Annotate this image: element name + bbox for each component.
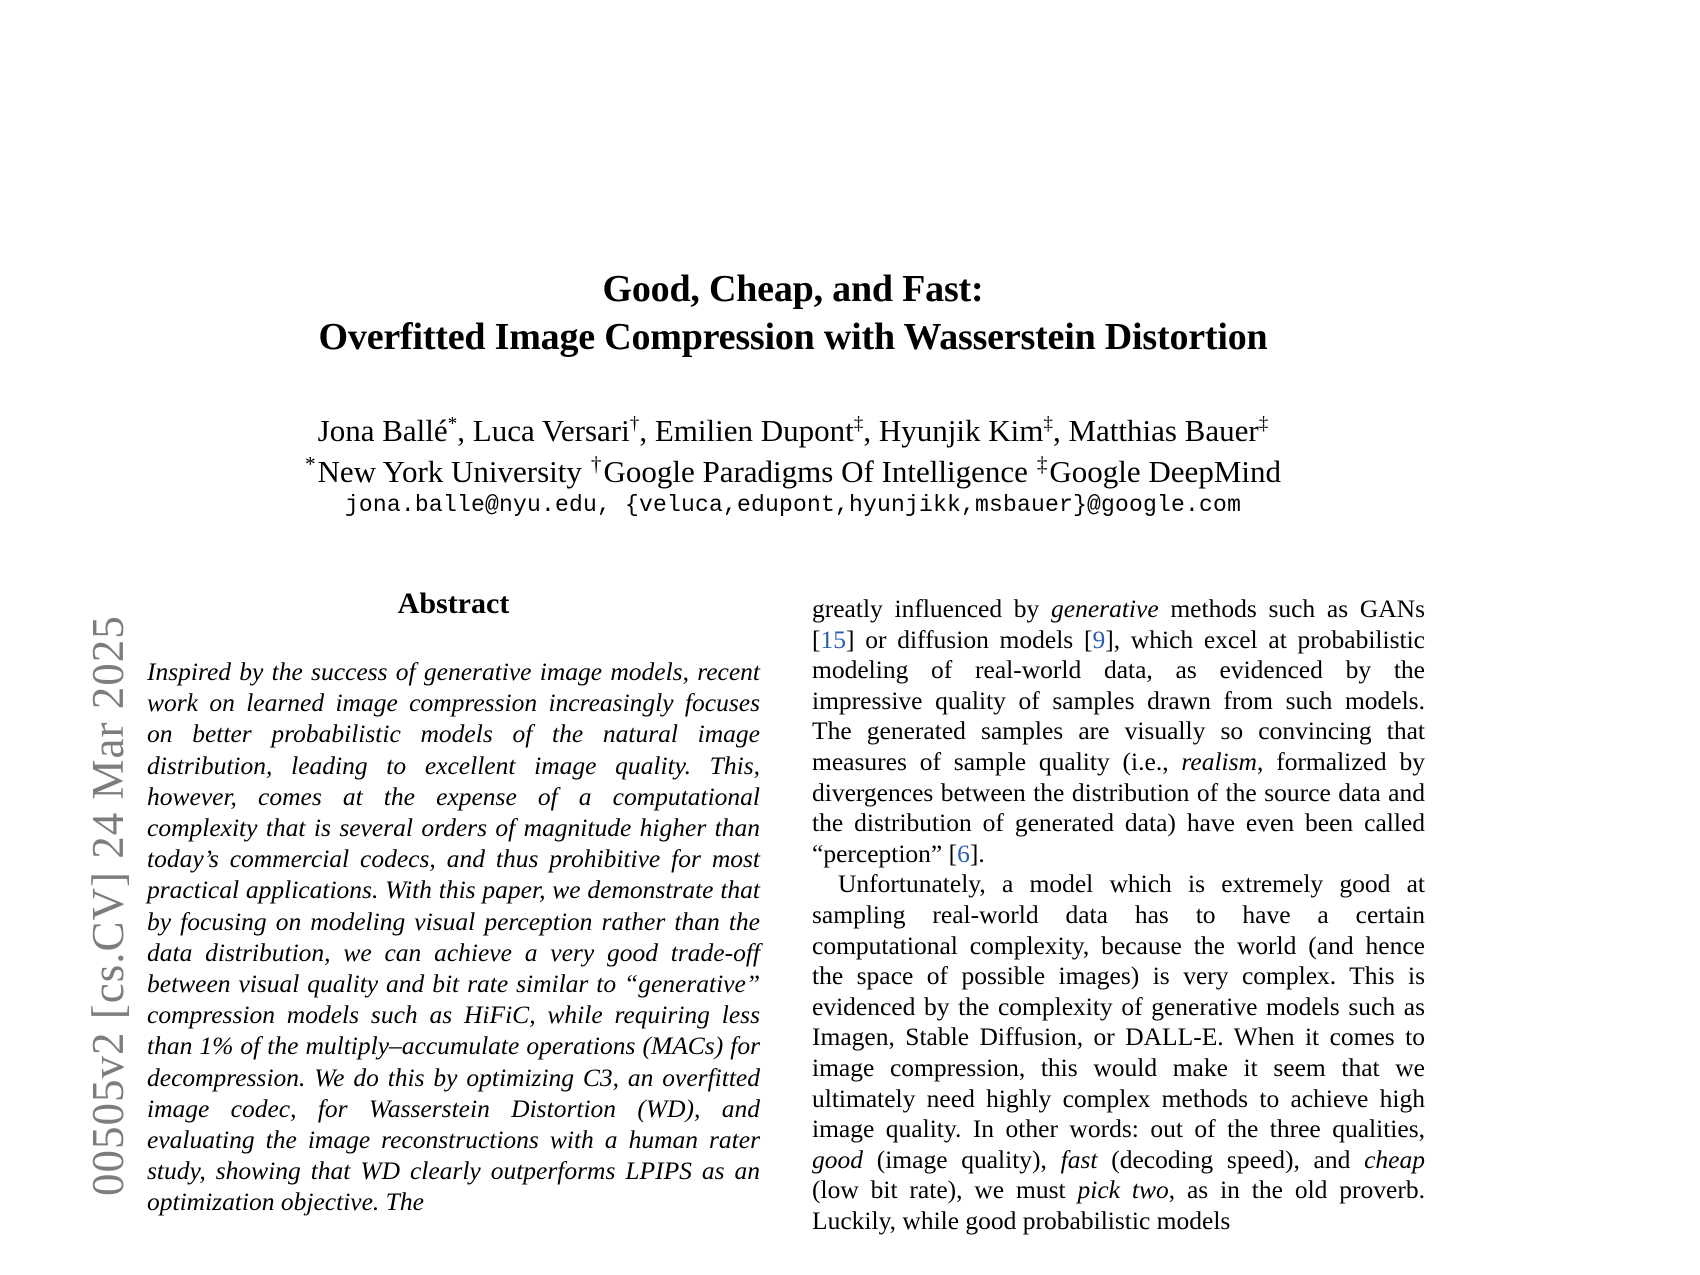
affiliation: ‡Google DeepMind (1036, 451, 1281, 489)
text-run: Unfortunately, a model which is extremely good at sampling real-world data has to have a certain computational complexity, because the world (and hence the space of possible images) is very complex. This is evidenced by the complexity of generative models such as Imagen, Stable Diffusion, or DALL-E. When it comes to image compression, this would make it seem that we ultimately need highly complex methods to achieve high image quality. In other words: out of the three qualities, (812, 869, 1425, 1144)
text-run: , formalized by divergences between the distribution of the source data and the distribution of generated data) have even been called “perception” [ (812, 746, 1425, 868)
affiliations (148, 453, 1438, 491)
emphasis-good: good (812, 1144, 863, 1174)
author-name: Emilien Dupont‡ (654, 413, 864, 448)
arxiv-identifier-stamp: 00505v2 [cs.CV] 24 Mar 2025 (83, 615, 133, 1196)
emphasis-fast: fast (1060, 1144, 1098, 1174)
affiliation: †Google Paradigms Of Intelligence (590, 451, 1028, 489)
author-affiliation-mark: ‡ (853, 413, 864, 435)
author-name: Jona Ballé* (317, 413, 458, 448)
author-name: Luca Versari† (472, 413, 640, 448)
text-run: (low bit rate), we must (812, 1175, 1078, 1205)
author-emails: jona.balle@nyu.edu, {veluca,edupont,hyunjikk,msbauer}@google.com (344, 492, 1242, 518)
author-separator: , (1052, 413, 1069, 448)
author-block (148, 412, 1438, 491)
title-line-1: Good, Cheap, and Fast: (602, 268, 984, 310)
intro-paragraph-2 (812, 869, 1425, 1236)
emphasis-generative: generative (1051, 594, 1159, 623)
title-line-2: Overfitted Image Compression with Wasserstein Distortion (318, 316, 1268, 358)
affiliation-mark: † (590, 451, 602, 476)
author-separator: , (457, 413, 473, 448)
abstract-heading: Abstract (397, 587, 510, 620)
text-run: ]. (969, 838, 985, 868)
author-affiliation-mark: * (447, 413, 458, 435)
text-run: (decoding speed), and (1097, 1144, 1365, 1174)
citation-link-15[interactable]: 15 (820, 624, 846, 654)
emphasis-realism: realism (1181, 746, 1257, 776)
text-run: ] or diffusion models [ (846, 624, 1093, 654)
affiliation-mark: ‡ (1036, 451, 1048, 476)
left-column (147, 586, 760, 1218)
abstract-text: Inspired by the success of generative image models, recent work on learned image compression increasingly focuses on better probabilistic models of the natural image distribution, leading to excellent image quality. This, however, comes at the expense of a computational complexity that is several orders of magnitude higher than today’s commercial codecs, and thus prohibitive for most practical applications. With this paper, we demonstrate that by focusing on modeling visual perception rather than the data distribution, we can achieve a very good trade-off between visual quality and bit rate similar to “generative” compression models such as HiFiC, while requiring less than 1% of the multiply–accumulate operations (MACs) for decompression. We do this by optimizing C3, an overfitted image codec, for Wasserstein Distortion (WD), and evaluating the image reconstructions with a human rater study, showing that WD clearly outperforms LPIPS as an optimization objective. The (147, 657, 760, 1217)
citation-link-6[interactable]: 6 (957, 838, 970, 868)
affiliation-mark: * (304, 451, 316, 476)
intro-paragraph-1 (812, 594, 1425, 869)
author-affiliation-mark: ‡ (1043, 413, 1053, 435)
text-run: , as in the old proverb. Luckily, while good probabilistic models (812, 1175, 1425, 1235)
text-run: methods such as GANs [ (812, 594, 1425, 654)
citation-link-9[interactable]: 9 (1092, 624, 1106, 654)
author-affiliation-mark: ‡ (1258, 413, 1269, 435)
text-run: ], which excel at probabilistic modeling of real-world data, as evidenced by the impressive quality of samples drawn from such models. The generated samples are visually so convincing that measures of sample quality (i.e., (812, 624, 1425, 776)
emphasis-cheap: cheap (1364, 1144, 1425, 1174)
author-separator: , (639, 413, 655, 448)
text-run: (image quality), (863, 1144, 1061, 1174)
right-column (812, 594, 1425, 1236)
emphasis-pick-two: pick two (1077, 1175, 1169, 1205)
text-run: greatly influenced by (812, 594, 1052, 623)
author-affiliation-mark: † (629, 413, 640, 435)
author-name: Matthias Bauer‡ (1068, 413, 1269, 448)
affiliation: *New York University (304, 451, 582, 489)
paper-title (148, 265, 1438, 361)
author-name: Hyunjik Kim‡ (878, 413, 1053, 448)
author-separator: , (863, 413, 879, 448)
author-names (148, 412, 1438, 450)
